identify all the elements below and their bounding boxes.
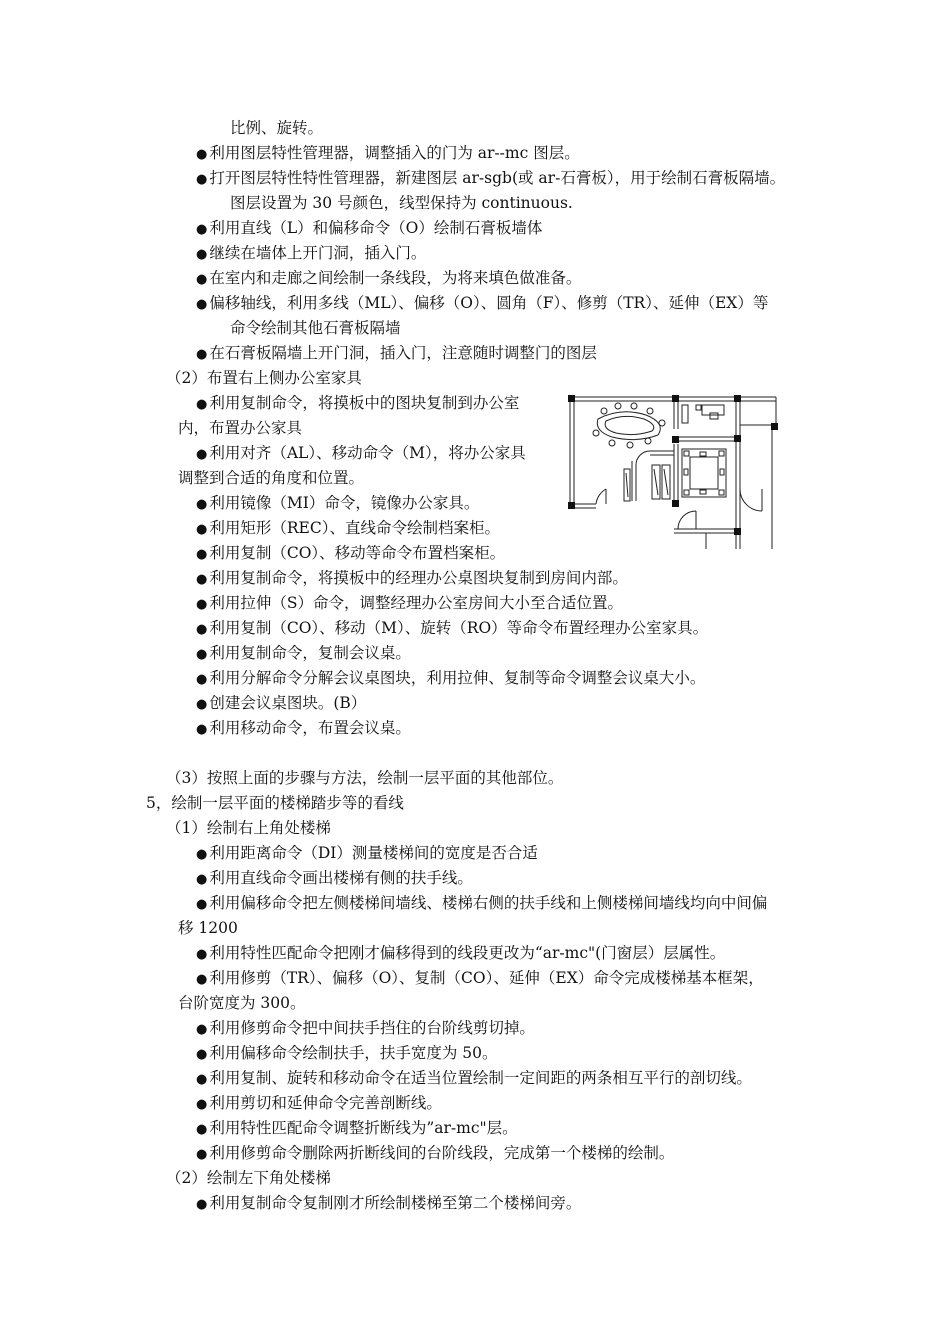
text-line: 5，绘制一层平面的楼梯踏步等的看线 (146, 794, 404, 812)
bullet-item: ● 打开图层特性特性管理器，新建图层 ar-sgb(或 ar-石膏板），用于绘制石膏板隔墙。 (196, 168, 785, 190)
bullet-item: ● 利用修剪命令删除两折断线间的台阶线段，完成第一个楼梯的绘制。 (196, 1143, 674, 1165)
bullet-item: ● 利用分解命令分解会议桌图块，利用拉伸、复制等命令调整会议桌大小。 (196, 668, 705, 690)
bullet-item: ● 利用直线（L）和偏移命令（O）绘制石膏板墙体 (196, 218, 542, 240)
bullet-item: ● 利用复制命令，复制会议桌。 (196, 643, 411, 665)
bullet-item: ● 利用复制命令复制刚才所绘制楼梯至第二个楼梯间旁。 (196, 1193, 581, 1215)
bullet-item: ● 在室内和走廊之间绘制一条线段，为将来填色做准备。 (196, 268, 581, 290)
text-line: （2）布置右上侧办公室家具 (166, 369, 362, 387)
bullet-item: ● 利用特性匹配命令把刚才偏移得到的线段更改为“ar-mc"(门窗层）层属性。 (196, 943, 725, 965)
bullet-item: ● 利用距离命令（DI）测量楼梯间的宽度是否合适 (196, 843, 538, 865)
text-line: 内，布置办公家具 (178, 419, 303, 437)
text-line: （2）绘制左下角处楼梯 (166, 1169, 331, 1187)
bullet-item: ● 利用剪切和延伸命令完善剖断线。 (196, 1093, 442, 1115)
bullet-item: ● 利用复制命令，将摸板中的经理办公桌图块复制到房间内部。 (196, 568, 628, 590)
bullet-item: ● 利用对齐（AL）、移动命令（M），将办公家具 (196, 443, 526, 465)
bullet-item: ● 利用复制、旋转和移动命令在适当位置绘制一定间距的两条相互平行的剖切线。 (196, 1068, 752, 1090)
text-line: 台阶宽度为 300。 (178, 994, 306, 1012)
text-line: 命令绘制其他石膏板隔墙 (230, 319, 401, 337)
text-line: （3）按照上面的步骤与方法，绘制一层平面的其他部位。 (166, 769, 564, 787)
text-line: 图层设置为 30 号颜色，线型保持为 continuous. (230, 194, 573, 212)
bullet-item: ● 利用特性匹配命令调整折断线为”ar-mc"层。 (196, 1118, 518, 1140)
bullet-item: ● 利用偏移命令绘制扶手，扶手宽度为 50。 (196, 1043, 498, 1065)
bullet-item: ● 利用拉伸（S）命令，调整经理办公室房间大小至合适位置。 (196, 593, 623, 615)
bullet-item: ● 利用移动命令，布置会议桌。 (196, 718, 411, 740)
bullet-item: ● 在石膏板隔墙上开门洞，插入门，注意随时调整门的图层 (196, 343, 597, 365)
bullet-item: ● 利用图层特性管理器，调整插入的门为 ar--mc 图层。 (196, 143, 580, 165)
bullet-item: ● 利用复制（CO）、移动（M）、旋转（RO）等命令布置经理办公室家具。 (196, 618, 708, 640)
bullet-item: ● 利用偏移命令把左侧楼梯间墙线、楼梯右侧的扶手线和上侧楼梯间墙线均向中间偏 (196, 893, 767, 915)
bullet-item: ● 偏移轴线，利用多线（ML）、偏移（O）、圆角（F）、修剪（TR）、延伸（EX）等 (196, 293, 768, 315)
bullet-item: ● 利用复制命令，将摸板中的图块复制到办公室 (196, 393, 519, 415)
text-line: 移 1200 (178, 919, 238, 937)
bullet-item: ● 利用矩形（REC）、直线命令绘制档案柜。 (196, 518, 500, 540)
text-line: 调整到合适的角度和位置。 (178, 469, 365, 487)
office-floorplan-figure (566, 389, 796, 549)
bullet-item: ● 利用镜像（MI）命令，镜像办公家具。 (196, 493, 479, 515)
bullet-item: ● 继续在墙体上开门洞，插入门。 (196, 243, 426, 265)
bullet-item: ● 利用修剪（TR）、偏移（O）、复制（CO）、延伸（EX）命令完成楼梯基本框架， (196, 968, 764, 990)
bullet-item: ● 创建会议桌图块。(B） (196, 693, 366, 715)
bullet-item: ● 利用直线命令画出楼梯有侧的扶手线。 (196, 868, 473, 890)
text-line: 比例、旋转。 (230, 119, 324, 137)
text-line: （1）绘制右上角处楼梯 (166, 819, 331, 837)
bullet-item: ● 利用修剪命令把中间扶手挡住的台阶线剪切掉。 (196, 1018, 535, 1040)
bullet-item: ● 利用复制（CO）、移动等命令布置档案柜。 (196, 543, 505, 565)
